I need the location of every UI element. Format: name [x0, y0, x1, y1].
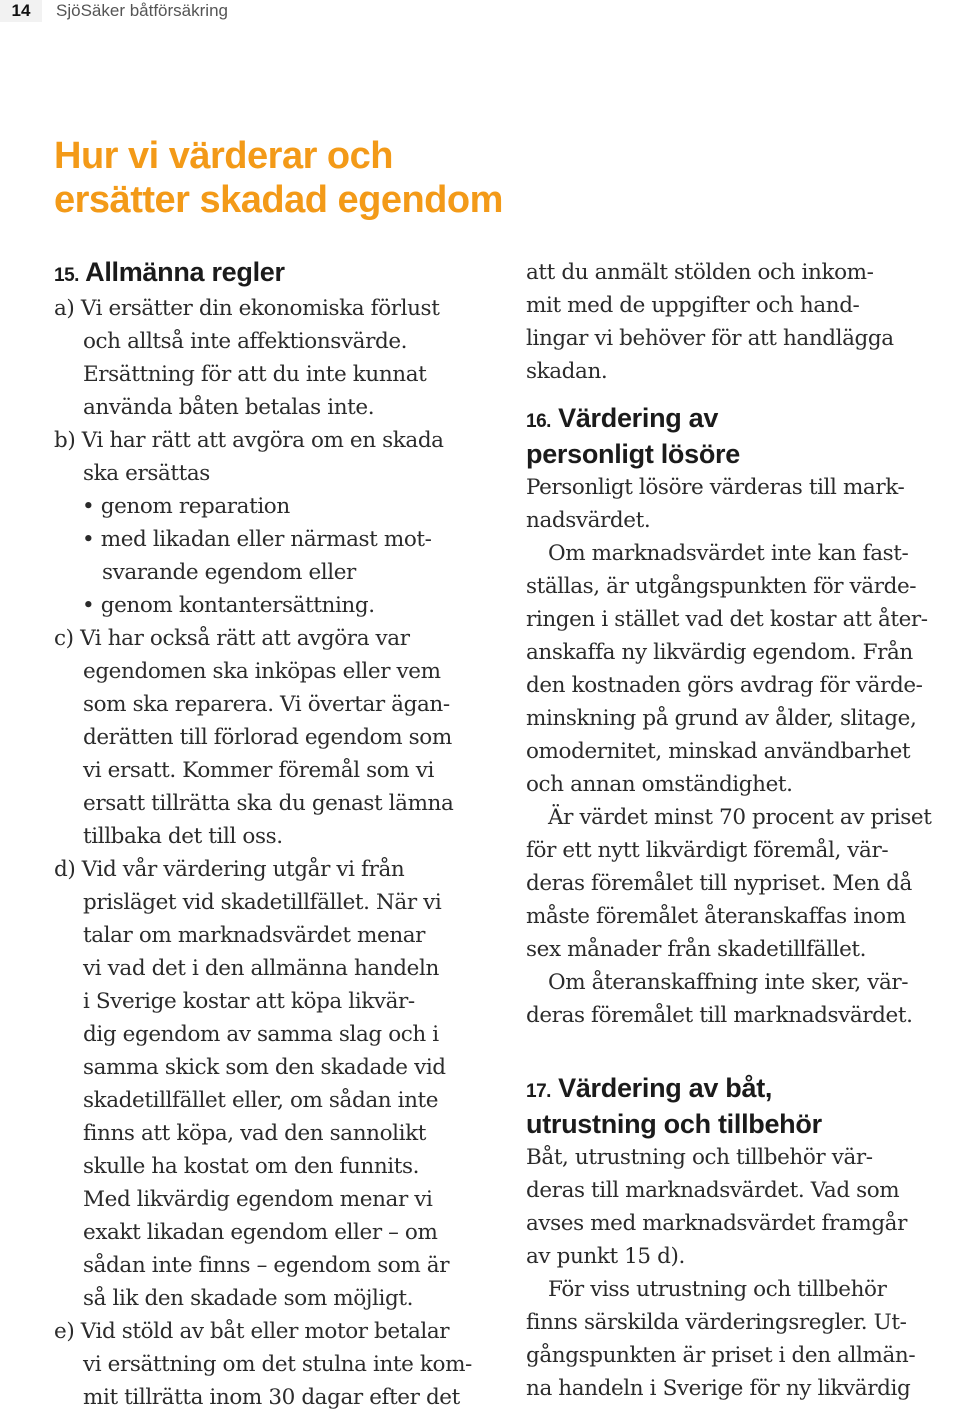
body-text-line: dig egendom av samma slag och i	[83, 1022, 439, 1047]
body-text-line: ska ersättas	[83, 461, 210, 486]
body-text-line: och annan omständighet.	[526, 772, 793, 797]
body-text-line: egendomen ska inköpas eller vem	[83, 659, 441, 684]
body-text-line: a) Vi ersätter din ekonomiska förlust	[54, 296, 440, 321]
body-text-line: Ersättning för att du inte kunnat	[83, 362, 427, 387]
body-text-line: deras föremålet till marknadsvärdet.	[526, 1003, 913, 1028]
body-text-line: skadetillfället eller, om sådan inte	[83, 1088, 439, 1113]
body-text-line: vi ersatt. Kommer föremål som vi	[83, 758, 434, 783]
body-text-line: avses med marknadsvärdet framgår	[526, 1211, 907, 1236]
section-heading-text: Värdering av	[550, 403, 719, 433]
body-text-line: som ska reparera. Vi övertar ägan-	[83, 692, 450, 717]
body-text-line: den kostnaden görs avdrag för värde-	[526, 673, 923, 698]
body-text-line: e) Vid stöld av båt eller motor betalar	[54, 1319, 450, 1344]
body-text-line: mit med de uppgifter och hand-	[526, 293, 860, 318]
body-text-line: Om marknadsvärdet inte kan fast-	[548, 541, 909, 566]
left-column	[54, 256, 494, 1414]
body-text-line: ringen i stället vad det kostar att åter-	[526, 607, 928, 632]
body-text-line: anskaffa ny likvärdig egendom. Från	[526, 640, 913, 665]
body-text-line: För viss utrustning och tillbehör	[548, 1277, 887, 1302]
section-heading	[526, 1072, 958, 1108]
spacer	[526, 388, 958, 402]
page-header	[0, 0, 960, 22]
body-text-line: mit tillrätta inom 30 dagar efter det	[83, 1385, 460, 1410]
page-title	[54, 134, 574, 222]
body-text-line: ställas, är utgångspunkten för värde-	[526, 574, 917, 599]
body-text-line: na handeln i Sverige för ny likvärdig	[526, 1376, 911, 1401]
body-text-line: prisläget vid skadetillfället. När vi	[83, 890, 442, 915]
section-number: 15.	[54, 265, 79, 286]
list-bullet-line: • genom reparation	[82, 494, 290, 519]
body-text-line: derätten till förlorad egendom som	[83, 725, 452, 750]
body-text-line: Med likvärdig egendom menar vi	[83, 1187, 433, 1212]
section-heading-text: Värdering av båt,	[550, 1073, 773, 1103]
section-heading-text: personligt lösöre	[526, 439, 740, 469]
body-text-line: omodernitet, minskad användbarhet	[526, 739, 911, 764]
body-text-line: exakt likadan egendom eller – om	[83, 1220, 438, 1245]
body-text-line: vi ersättning om det stulna inte kom-	[83, 1352, 472, 1377]
body-text-line: ersatt tillrätta ska du genast lämna	[83, 791, 454, 816]
body-text-line: c) Vi har också rätt att avgöra var	[54, 626, 410, 651]
body-text-line: b) Vi har rätt att avgöra om en skada	[54, 428, 444, 453]
body-text-line: så lik den skadade som möjligt.	[83, 1286, 414, 1311]
body-text-line: gångspunkten är priset i den allmän-	[526, 1343, 916, 1368]
body-text-line: vi vad det i den allmänna handeln	[83, 956, 439, 981]
body-text-line: Är värdet minst 70 procent av priset	[548, 805, 932, 830]
running-title: SjöSäker båtförsäkring	[56, 1, 228, 20]
body-text-line: samma skick som den skadade vid	[83, 1055, 446, 1080]
title-line: Hur vi värderar och	[54, 135, 393, 177]
section-heading	[526, 1108, 958, 1141]
section-heading	[54, 256, 494, 292]
body-text-line: av punkt 15 d).	[526, 1244, 685, 1269]
section-heading-text: utrustning och tillbehör	[526, 1109, 822, 1139]
body-text-line: nadsvärdet.	[526, 508, 651, 533]
section-heading	[526, 402, 958, 438]
section-number: 16.	[526, 411, 551, 432]
section-number: 17.	[526, 1081, 551, 1102]
list-bullet-line: • med likadan eller närmast mot-	[82, 527, 432, 552]
body-text-line: i Sverige kostar att köpa likvär-	[83, 989, 415, 1014]
body-text-line: deras föremålet till nypriset. Men då	[526, 871, 912, 896]
list-bullet-line: • genom kontantersättning.	[82, 593, 375, 618]
title-line: ersätter skadad egendom	[54, 179, 503, 221]
body-text-line: minskning på grund av ålder, slitage,	[526, 706, 917, 731]
section-heading	[526, 438, 958, 471]
body-text-line: sex månader från skadetillfället.	[526, 937, 867, 962]
right-column	[526, 256, 958, 1405]
body-text-line: för ett nytt likvärdigt föremål, vär-	[526, 838, 889, 863]
body-text-line: skulle ha kostat om den funnits.	[83, 1154, 420, 1179]
body-text-line: finns att köpa, vad den sannolikt	[83, 1121, 426, 1146]
spacer	[526, 1032, 958, 1072]
body-text-line: använda båten betalas inte.	[83, 395, 375, 420]
list-bullet-line: svarande egendom eller	[102, 560, 356, 585]
body-text-line: skadan.	[526, 359, 608, 384]
page-number: 14	[0, 0, 42, 22]
body-text-line: d) Vid vår värdering utgår vi från	[54, 857, 405, 882]
body-text-line: talar om marknadsvärdet menar	[83, 923, 426, 948]
body-text-line: måste föremålet återanskaffas inom	[526, 904, 906, 929]
body-text-line: Båt, utrustning och tillbehör vär-	[526, 1145, 873, 1170]
body-text-line: och alltså inte affektionsvärde.	[83, 329, 408, 354]
body-text-line: deras till marknadsvärdet. Vad som	[526, 1178, 900, 1203]
body-text-line: Om återanskaffning inte sker, vär-	[548, 970, 909, 995]
body-text-line: Personligt lösöre värderas till mark-	[526, 475, 905, 500]
body-text-line: tillbaka det till oss.	[83, 824, 283, 849]
body-text-line: lingar vi behöver för att handlägga	[526, 326, 894, 351]
body-text-line: finns särskilda värderingsregler. Ut-	[526, 1310, 907, 1335]
body-text-line: att du anmält stölden och inkom-	[526, 260, 874, 285]
section-heading-text: Allmänna regler	[78, 257, 285, 287]
body-text-line: sådan inte finns – egendom som är	[83, 1253, 450, 1278]
